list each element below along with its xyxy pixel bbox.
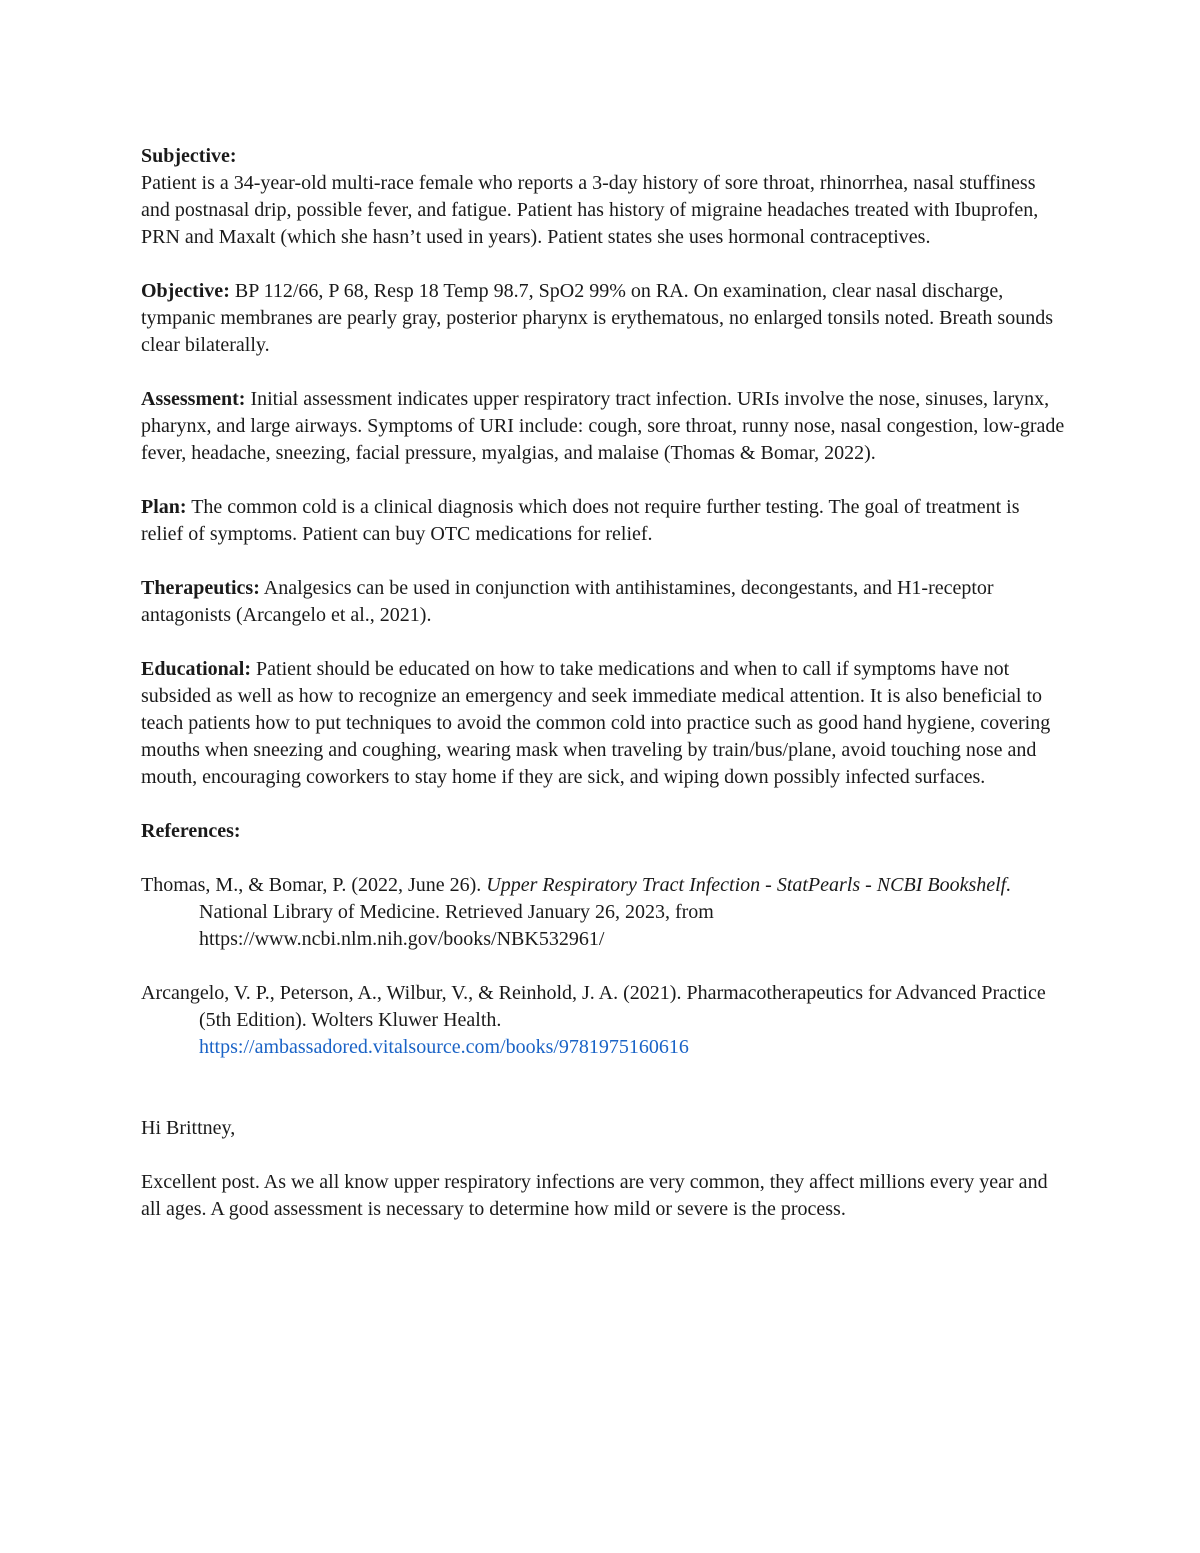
objective-section xyxy=(141,278,1066,359)
reference-link[interactable]: https://ambassadored.vitalsource.com/books/9781975160616 xyxy=(199,1036,689,1058)
plan-label: Plan: xyxy=(141,496,187,518)
therapeutics-label: Therapeutics: xyxy=(141,577,260,599)
assessment-text: Initial assessment indicates upper respiratory tract infection. URIs involve the nose, sinuses, larynx, pharynx, and large airways. Symptoms of URI include: cough, sore throat, runny nose, nasal congestion, low-grade fever, headache, sneezing, facial pressure, myalgias, and malaise (Thomas & Bomar, 2022). xyxy=(141,388,1065,464)
educational-text: Patient should be educated on how to take medications and when to call if symptoms have not subsided as well as how to recognize an emergency and seek immediate medical attention. It is also beneficial to teach patients how to put techniques to avoid the common cold into practice such as good hand hygiene, covering mouths when sneezing and coughing, wearing mask when traveling by train/bus/plane, avoid touching nose and mouth, encouraging coworkers to stay home if they are sick, and wiping down possibly infected surfaces. xyxy=(141,658,1051,788)
reference-title: Upper Respiratory Tract Infection - StatPearls - NCBI Bookshelf. xyxy=(486,874,1012,896)
educational-label: Educational: xyxy=(141,658,252,680)
objective-label: Objective: xyxy=(141,280,230,302)
reply-section xyxy=(141,1115,1066,1223)
document-page xyxy=(141,143,1066,1250)
subjective-label: Subjective: xyxy=(141,145,237,167)
therapeutics-text: Analgesics can be used in conjunction with antihistamines, decongestants, and H1-receptor antagonists (Arcangelo et al., 2021). xyxy=(141,577,994,626)
assessment-label: Assessment: xyxy=(141,388,246,410)
objective-text: BP 112/66, P 68, Resp 18 Temp 98.7, SpO2 99% on RA. On examination, clear nasal discharge, tympanic membranes are pearly gray, posterior pharynx is erythematous, no enlarged tonsils noted. Breath sounds clear bilaterally. xyxy=(141,280,1053,356)
spacer xyxy=(141,1088,1066,1115)
therapeutics-section xyxy=(141,575,1066,629)
educational-section xyxy=(141,656,1066,791)
plan-text: The common cold is a clinical diagnosis which does not require further testing. The goal of treatment is relief of symptoms. Patient can buy OTC medications for relief. xyxy=(141,496,1020,545)
reply-greeting: Hi Brittney, xyxy=(141,1117,236,1139)
reference-details: Pharmacotherapeutics for Advanced Practice (5th Edition). Wolters Kluwer Health. xyxy=(199,982,1046,1031)
reference-item xyxy=(141,872,1066,953)
references-heading: References: xyxy=(141,820,241,842)
reference-authors: Arcangelo, V. P., Peterson, A., Wilbur, V., & Reinhold, J. A. (2021). xyxy=(141,982,682,1004)
assessment-section xyxy=(141,386,1066,467)
subjective-text: Patient is a 34-year-old multi-race female who reports a 3-day history of sore throat, rhinorrhea, nasal stuffiness and postnasal drip, possible fever, and fatigue. Patient has history of migraine headaches treated with Ibuprofen, PRN and Maxalt (which she hasn’t used in years). Patient states she uses hormonal contraceptives. xyxy=(141,172,1039,248)
reply-body: Excellent post. As we all know upper respiratory infections are very common, they affect millions every year and all ages. A good assessment is necessary to determine how mild or severe is the process. xyxy=(141,1171,1048,1220)
subjective-section xyxy=(141,143,1066,251)
reference-item xyxy=(141,980,1066,1061)
reference-authors: Thomas, M., & Bomar, P. (2022, June 26). xyxy=(141,874,482,896)
plan-section xyxy=(141,494,1066,548)
reference-details: National Library of Medicine. Retrieved January 26, 2023, from https://www.ncbi.nlm.nih.gov/books/NBK532961/ xyxy=(199,901,714,950)
